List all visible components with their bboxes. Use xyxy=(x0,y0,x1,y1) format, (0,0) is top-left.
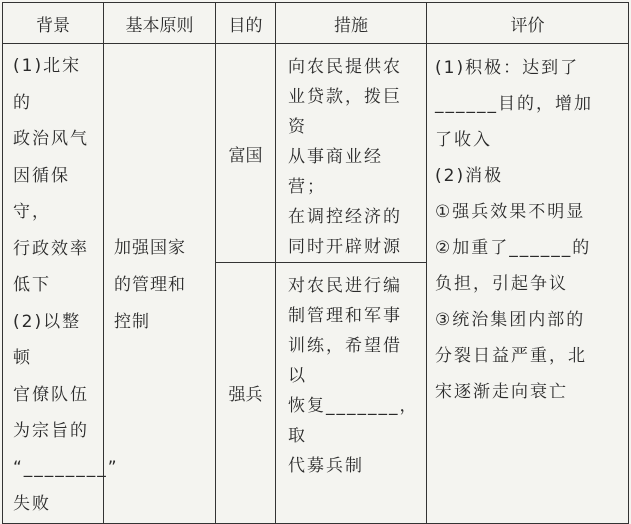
header-background: 背景 xyxy=(3,3,104,44)
goal-strong-army-text: 强兵 xyxy=(228,385,263,406)
content-row-1 xyxy=(3,44,629,263)
summary-table xyxy=(2,2,629,524)
measures-strong-army-text: 对农民进行编 制管理和军事 训练，希望借以 恢复_______，取 代募兵制 xyxy=(288,276,419,476)
evaluation-cell xyxy=(427,44,629,524)
header-goal: 目的 xyxy=(216,3,276,44)
principle-text: 加强国家 的管理和 控制 xyxy=(114,237,186,332)
header-principle: 基本原则 xyxy=(104,3,216,44)
goal-strong-army-cell xyxy=(216,263,276,524)
header-measures: 措施 xyxy=(276,3,427,44)
goal-rich-country-cell xyxy=(216,44,276,263)
evaluation-text: (1)积极：达到了 ______目的，增加 了收入 (2)消极 ①强兵效果不明显 ②加重了______的 负担，引起争议 ③统治集团内部的 分裂日益严重，北 宋逐渐走向衰亡 xyxy=(435,58,593,402)
principle-cell xyxy=(104,44,216,524)
goal-rich-country-text: 富国 xyxy=(228,145,263,166)
header-evaluation: 评价 xyxy=(427,3,629,44)
measures-rich-country-text: 向农民提供农 业贷款，拨巨资 从事商业经营； 在调控经济的 同时开辟财源 xyxy=(288,57,402,257)
background-text: (1)北宋的 政治风气 因循保守， 行政效率 低下 (2)以整顿 官僚队伍 为宗旨的 “________” 失败 xyxy=(13,56,119,514)
measures-rich-country-cell xyxy=(276,44,427,263)
background-cell xyxy=(3,44,119,524)
header-row xyxy=(3,3,629,44)
measures-strong-army-cell xyxy=(276,263,427,524)
